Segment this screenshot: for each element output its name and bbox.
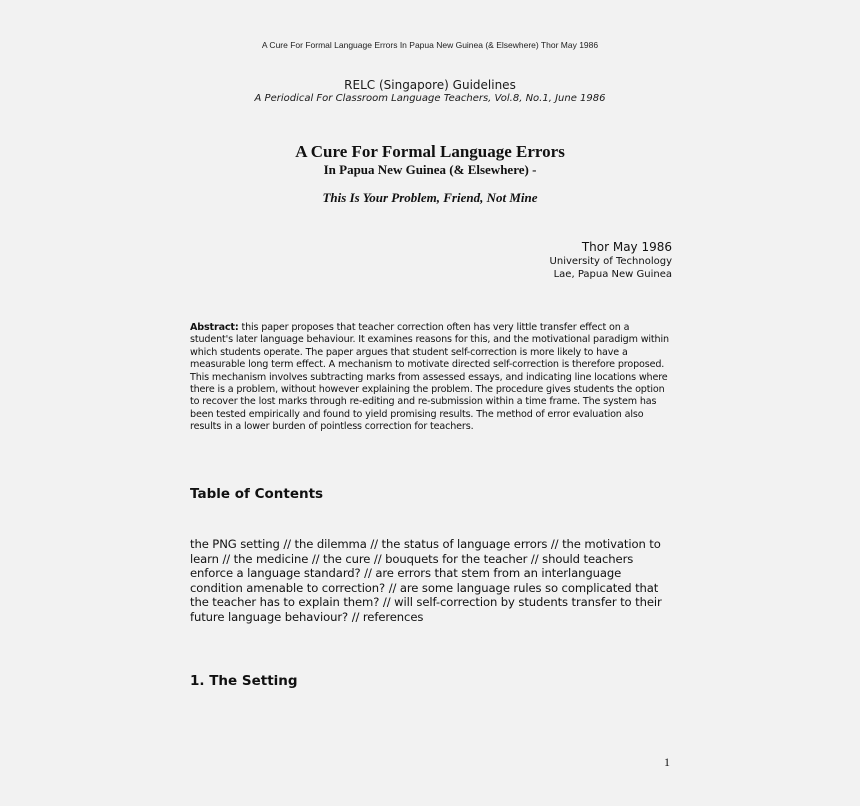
abstract-label: Abstract: (190, 322, 239, 333)
author-affiliation-1: University of Technology (549, 256, 672, 267)
journal-details: A Periodical For Classroom Language Teachers, Vol.8, No.1, June 1986 (254, 93, 606, 104)
page-number: 1 (664, 755, 670, 769)
toc-heading: Table of Contents (190, 486, 324, 502)
document-tagline: This Is Your Problem, Friend, Not Mine (322, 190, 538, 205)
journal-name: RELC (Singapore) Guidelines (344, 78, 516, 92)
abstract-text: this paper proposes that teacher correction often has very little transfer effect on a student's later language behaviour. It examines reasons for this, and the motivational paradigm within which students operate. The paper argues that student self-correction is more likely to have a measurable long term effect. A mechanism to motivate directed self-correction is therefore proposed. This mechanism involves subtracting marks from assessed essays, and indicating line locations where there is a problem, without however explaining the problem. The procedure gives students the option to recover the lost marks through re-editing and re-submission within a time frame. The system has been tested empirically and found to yield promising results. The method of error evaluation also results in a lower burden of pointless correction for teachers. (190, 322, 669, 433)
section-heading: 1. The Setting (190, 673, 298, 689)
document-subtitle: In Papua New Guinea (& Elsewhere) - (323, 162, 537, 177)
author-block (550, 240, 672, 281)
author-name: Thor May 1986 (581, 240, 672, 254)
document-title: A Cure For Formal Language Errors (295, 142, 565, 161)
abstract-paragraph (190, 322, 674, 434)
running-head: A Cure For Formal Language Errors In Papua New Guinea (& Elsewhere) Thor May 1986 (261, 40, 599, 50)
toc-text: the PNG setting // the dilemma // the status of language errors // the motivation to learn // the medicine // the cure // bouquets for the teacher // should teachers enforce a language standard? // are errors that stem from an interlanguage condition amenable to correction? // are some language rules so complicated that the teacher has to explain them? // will self-correction by students transfer to their future language behaviour? // references (190, 537, 662, 624)
author-affiliation-2: Lae, Papua New Guinea (553, 269, 672, 280)
